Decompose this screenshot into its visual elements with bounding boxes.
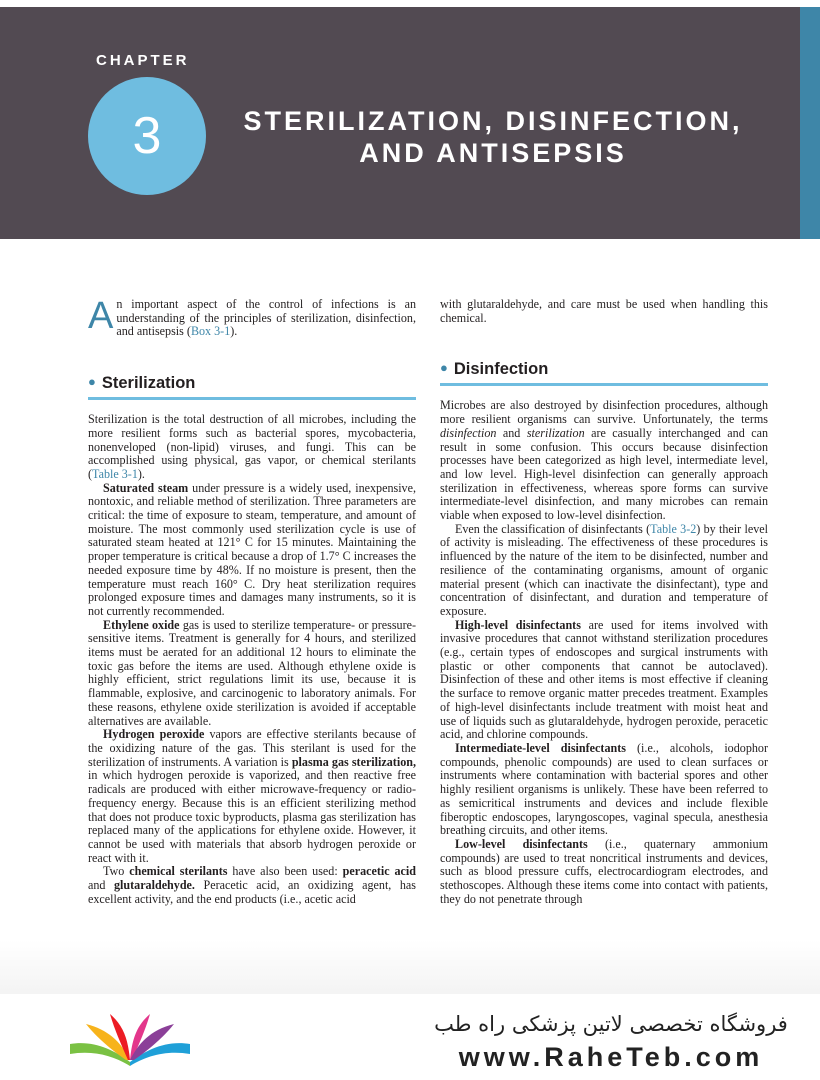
hydrogen-peroxide-paragraph <box>88 728 416 865</box>
intro-text-end: ). <box>230 324 238 339</box>
ethylene-oxide-paragraph <box>88 619 416 729</box>
store-name: فروشگاه تخصصی لاتین پزشکی راه طب <box>434 1012 788 1036</box>
intro-text: n important aspect of the control of infections is an understanding of the principles of sterilization, disinfection, and antisepsis ( <box>116 297 416 339</box>
chapter-title-line1: STERILIZATION, DISINFECTION, <box>243 106 743 136</box>
term-saturated-steam: Saturated steam <box>103 480 189 495</box>
text: (i.e., alcohols, iodophor compounds, phenolic compounds) are used to clean surfaces or instruments where contamination with bacterial spores and other highly resilient organisms is unlikely. These have been referred to as semicritical instruments and devices and include flexible fiberoptic endoscopes, laryngoscopes, vaginal specula, anesthesia breathing circuits, and other items. <box>440 740 768 838</box>
low-level-paragraph <box>440 838 768 907</box>
text: Even the classification of disinfectants ( <box>455 521 651 536</box>
left-column <box>88 295 416 906</box>
text: gas is used to sterilize temperature- or pressure-sensitive items. Treatment is generally for 4 hours, and sterilized items must be aerated for an additional 12 hours to eliminate the toxic gas before the items are used. Although ethylene oxide is highly efficient, strict regulations limit its use, because it is flammable, explosive, and carcinogenic to laboratory animals. For these reasons, ethylene oxide sterilization is avoided if acceptable alternatives are available. <box>88 617 416 728</box>
text: Peracetic acid, an oxidizing agent, has excellent activity, and the end products (i.e., acetic acid <box>88 878 416 906</box>
term-disinfection: disinfection <box>440 425 497 440</box>
text: and <box>496 425 527 440</box>
saturated-steam-paragraph <box>88 482 416 619</box>
high-level-paragraph <box>440 619 768 742</box>
sterilization-heading-text: Sterilization <box>101 374 196 393</box>
book-logo-icon <box>64 1010 196 1070</box>
table-3-2-link[interactable]: Table 3-2 <box>650 521 697 536</box>
text: have also been used: <box>227 864 343 879</box>
term-plasma-gas: plasma gas sterilization, <box>291 754 416 769</box>
text: Microbes are also destroyed by disinfection procedures, although more resilient organisms can survive. Unfortunately, the terms <box>440 398 768 427</box>
term-sterilization: sterilization <box>526 425 585 440</box>
box-3-1-link[interactable]: Box 3-1 <box>190 324 231 339</box>
chapter-number-badge: 3 <box>88 77 206 195</box>
disinfection-heading <box>440 358 768 386</box>
section-bullet-icon: ● <box>440 360 448 376</box>
chapter-title-line2: AND ANTISEPSIS <box>359 138 627 168</box>
sterilization-paragraph-1 <box>88 413 416 482</box>
text: are casually interchanged and can result in some confusion. This occurs because disinfection processes have been categorized as high level, intermediate level, and low level. High-level disinfection can generally approach sterilization in effectiveness, whereas spore forms can survive intermediate-level disinfection, and many microbes can remain viable when exposed to low-level disinfection. <box>440 425 769 523</box>
continuation-paragraph: with glutaraldehyde, and care must be used when handling this chemical. <box>440 297 768 325</box>
term-low-level: Low-level disinfectants <box>455 836 588 851</box>
term-hydrogen-peroxide: Hydrogen peroxide <box>103 727 205 742</box>
term-peracetic-acid: peracetic acid <box>342 864 416 879</box>
page-fade-overlay <box>0 940 820 1000</box>
text: are used for items involved with invasive procedures that cannot withstand sterilization procedures (e.g., certain types of endoscopes and surgical instruments with plastic or other components that cannot be autoclaved). Disinfection of these and other items is most effective if cleaning the surface to remove organic matter precedes treatment. Examples of high-level disinfectants include treatment with moist heat and use of liquids such as glutaraldehyde, hydrogen peroxide, peracetic acid, and chlorine compounds. <box>440 617 768 742</box>
term-high-level: High-level disinfectants <box>455 617 581 632</box>
term-chemical-sterilants: chemical sterilants <box>129 864 228 879</box>
text: Sterilization is the total destruction of all microbes, including the more resilient forms such as bacterial spores, mycobacteria, nonenveloped (non-lipid) viruses, and fungi. This can be accomplished using physical, gas vapor, or chemical sterilants ( <box>88 412 416 481</box>
chapter-header <box>0 7 800 239</box>
disinfection-paragraph-2 <box>440 523 768 619</box>
text: vapors are effective sterilants because of the oxidizing nature of the gas. This sterilant is used for the sterilization of instruments. A variation is <box>88 727 416 769</box>
term-intermediate-level: Intermediate-level disinfectants <box>455 740 626 755</box>
text: under pressure is a widely used, inexpensive, nontoxic, and reliable method of sterilization. Three parameters are critical: the time of exposure to steam, temperature, and amount of moisture. The most commonly used sterilization cycle is use of saturated steam heated at 121° C for 15 minutes. Maintaining the proper temperature is critical because a drop of 1.7° C increases the needed exposure time by 48%. If no moisture is present, then the temperature must reach 160° C. Dry heat sterilization requires prolonged exposure times and damages many instruments, so it is not currently recommended. <box>88 480 416 618</box>
chapter-label: CHAPTER <box>96 52 190 69</box>
drop-cap: A <box>88 295 114 337</box>
right-column <box>440 298 768 906</box>
text: Two <box>103 864 130 879</box>
table-3-1-link[interactable]: Table 3-1 <box>92 466 138 481</box>
section-bullet-icon: ● <box>88 374 96 390</box>
header-accent-stripe <box>800 7 820 239</box>
term-ethylene-oxide: Ethylene oxide <box>103 617 180 632</box>
text: ). <box>137 466 145 481</box>
sterilization-heading <box>88 372 416 400</box>
intermediate-level-paragraph <box>440 742 768 838</box>
chemical-sterilants-paragraph <box>88 865 416 906</box>
intro-paragraph <box>88 295 416 339</box>
text: in which hydrogen peroxide is vaporized, and then reactive free radicals are produced with either microwave-frequency or radio-frequency energy. Because this is an efficient sterilizing method that does not produce toxic byproducts, plasma gas sterilization has replaced many of the applications for ethylene oxide. However, it cannot be used with materials that absorb hydrogen peroxide or react with it. <box>88 768 416 865</box>
chapter-title <box>210 105 776 169</box>
text: (i.e., quaternary ammonium compounds) are used to treat noncritical instruments and devices, such as blood pressure cuffs, electrocardiogram electrodes, and stethoscopes. Although these items come into contact with patients, they do not penetrate through <box>440 836 768 906</box>
term-glutaraldehyde: glutaraldehyde. <box>113 878 195 893</box>
disinfection-heading-text: Disinfection <box>453 360 549 379</box>
store-url-link[interactable]: www.RaheTeb.com <box>458 1042 764 1072</box>
text: and <box>88 878 114 893</box>
disinfection-paragraph-1 <box>440 399 768 522</box>
text: ) by their level of activity is misleading. The effectiveness of these procedures is influenced by the nature of the item to be disinfected, number and resilience of the contaminating organisms, amount of organic material present (which can inactivate the disinfectant), type and concentration of disinfectant, and duration and temperature of exposure. <box>440 521 768 618</box>
